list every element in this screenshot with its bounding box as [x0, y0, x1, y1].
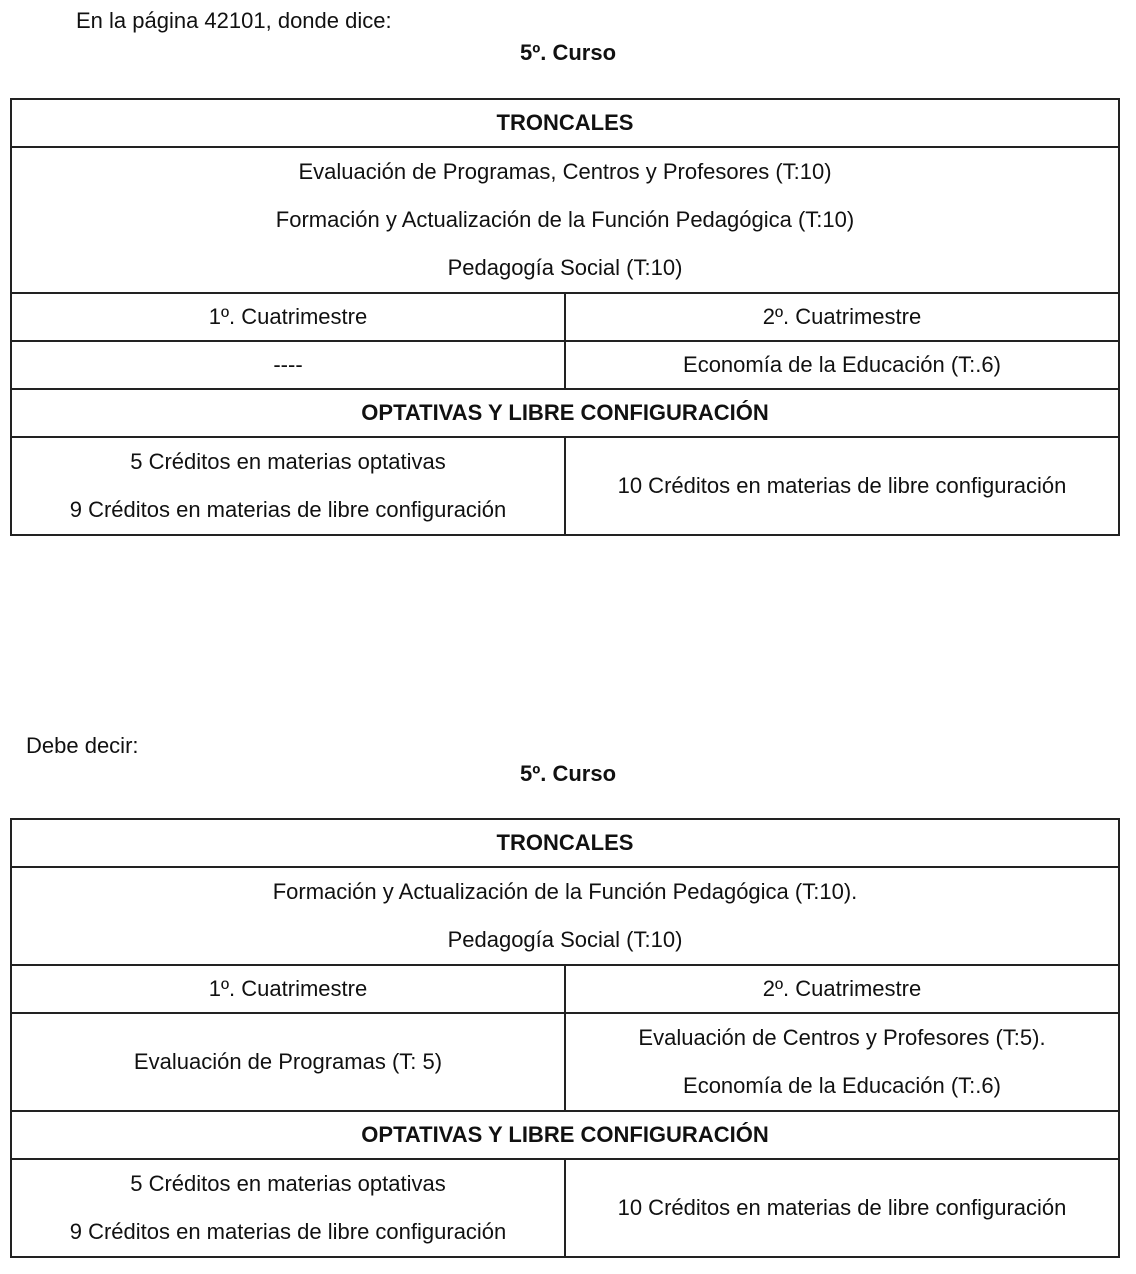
- cuatrimestre-2-subjects: [565, 1013, 1119, 1111]
- troncales-cell: [11, 147, 1119, 293]
- troncal-item: Pedagogía Social (T:10): [447, 927, 683, 952]
- optativas-left-cell: [11, 437, 565, 535]
- intro-text-1: En la página 42101, donde dice:: [76, 8, 392, 33]
- credit-item: 5 Créditos en materias optativas: [130, 449, 446, 474]
- troncales-header: TRONCALES: [11, 99, 1119, 147]
- cuatrimestre-2-subjects: [565, 341, 1119, 389]
- troncal-item: Evaluación de Programas, Centros y Profesores (T:10): [298, 159, 832, 184]
- course-table-2: [10, 818, 1120, 1258]
- credit-item: 9 Créditos en materias de libre configuración: [69, 1219, 507, 1244]
- subject-item: Evaluación de Centros y Profesores (T:5).: [638, 1025, 1046, 1050]
- troncales-cell: [11, 867, 1119, 965]
- cuatrimestre-1-header: 1º. Cuatrimestre: [11, 965, 565, 1013]
- intro-text-2: Debe decir:: [26, 733, 139, 758]
- optativas-left-cell: [11, 1159, 565, 1257]
- cuatrimestre-1-subjects: [11, 341, 565, 389]
- troncal-item: Formación y Actualización de la Función Pedagógica (T:10).: [272, 879, 858, 904]
- curso-title-2: 5º. Curso: [519, 761, 617, 786]
- curso-title-1: 5º. Curso: [519, 40, 617, 65]
- optativas-header: OPTATIVAS Y LIBRE CONFIGURACIÓN: [11, 389, 1119, 437]
- cuatrimestre-1-subjects: [11, 1013, 565, 1111]
- optativas-right-cell: 10 Créditos en materias de libre configuración: [565, 437, 1119, 535]
- troncales-header: TRONCALES: [11, 819, 1119, 867]
- optativas-header: OPTATIVAS Y LIBRE CONFIGURACIÓN: [11, 1111, 1119, 1159]
- subject-item: Evaluación de Programas (T: 5): [133, 1049, 443, 1074]
- course-table-1: [10, 98, 1120, 536]
- credit-item: 9 Créditos en materias de libre configuración: [69, 497, 507, 522]
- troncal-item: Pedagogía Social (T:10): [447, 255, 683, 280]
- optativas-right-cell: 10 Créditos en materias de libre configuración: [565, 1159, 1119, 1257]
- cuatrimestre-2-header: 2º. Cuatrimestre: [565, 293, 1119, 341]
- troncal-item: Formación y Actualización de la Función Pedagógica (T:10): [275, 207, 855, 232]
- subject-item: ----: [273, 352, 303, 377]
- subject-item: Economía de la Educación (T:.6): [683, 352, 1001, 377]
- credit-item: 5 Créditos en materias optativas: [130, 1171, 446, 1196]
- cuatrimestre-2-header: 2º. Cuatrimestre: [565, 965, 1119, 1013]
- cuatrimestre-1-header: 1º. Cuatrimestre: [11, 293, 565, 341]
- subject-item: Economía de la Educación (T:.6): [683, 1073, 1001, 1098]
